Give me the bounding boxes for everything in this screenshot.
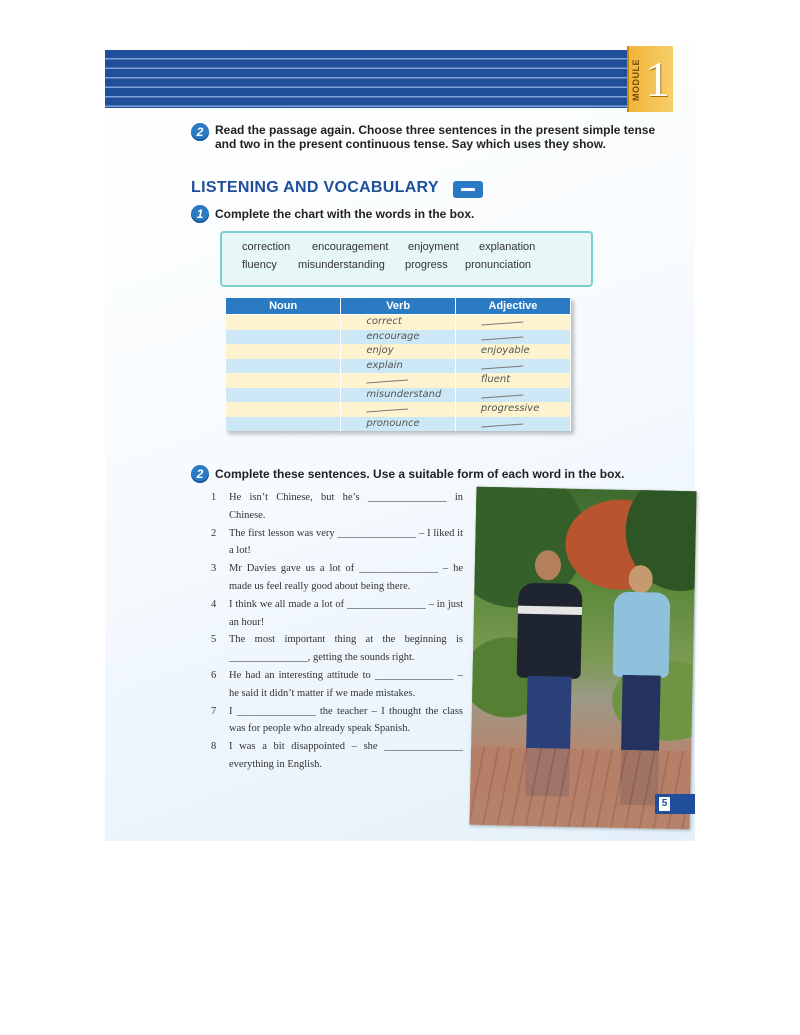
chart-word: fluent xyxy=(480,374,511,385)
chart-cell-noun[interactable] xyxy=(226,402,341,417)
word-box xyxy=(220,231,593,287)
sentence-item xyxy=(211,703,463,739)
chart-row xyxy=(226,315,571,330)
chart-word: correct xyxy=(366,316,402,327)
answer-blank xyxy=(481,314,524,326)
chart-cell-adjective[interactable] xyxy=(455,388,570,403)
chart-cell-adjective[interactable] xyxy=(455,330,570,345)
sentence-number: 4 xyxy=(211,598,217,610)
box-word: fluency xyxy=(242,259,277,271)
sentence-text: Mr Davies gave us a lot of _______________ – he made us feel really good about being there. xyxy=(229,563,463,592)
page-number: 5 xyxy=(659,797,670,811)
sentence-item xyxy=(211,560,463,596)
module-tab xyxy=(627,46,673,112)
chart-word: progressive xyxy=(480,403,540,414)
sentence-item xyxy=(211,489,463,525)
cassette-icon xyxy=(453,181,483,198)
task-number-badge: 1 xyxy=(191,205,209,223)
sentence-number: 3 xyxy=(211,563,217,575)
chart-cell-noun[interactable] xyxy=(226,330,341,345)
chart-cell-verb[interactable] xyxy=(341,417,456,432)
box-word: correction xyxy=(242,241,291,253)
chart-word: pronounce xyxy=(366,417,420,429)
sentence-text: The first lesson was very _______________ – I liked it a lot! xyxy=(229,527,463,557)
answer-blank xyxy=(481,357,524,369)
person-sweater xyxy=(613,592,671,678)
box-word: enjoyment xyxy=(408,241,459,253)
sentence-number: 2 xyxy=(211,527,217,539)
sentence-item xyxy=(211,631,463,667)
box-word: progress xyxy=(405,259,448,271)
sentence-text: The most important thing at the beginning is _______________, getting the sounds right. xyxy=(229,634,463,664)
header-banner xyxy=(105,50,627,108)
person-sweater xyxy=(517,583,583,679)
sentence-text: I was a bit disappointed – she _______________ everything in English. xyxy=(229,741,463,770)
module-number: 1 xyxy=(645,51,670,107)
sentence-number: 6 xyxy=(211,669,217,681)
column-header-verb: Verb xyxy=(341,298,456,315)
answer-blank xyxy=(366,401,409,413)
chart-row xyxy=(226,359,571,374)
chart-cell-adjective[interactable] xyxy=(455,373,570,388)
chart-cell-noun[interactable] xyxy=(226,359,341,374)
chart-word: enjoy xyxy=(366,345,394,356)
sentence-text: He had an interesting attitude to _______________ – he said it didn’t matter if we made mistakes. xyxy=(229,669,463,699)
box-word: misunderstanding xyxy=(298,259,385,271)
task-instruction: Complete the chart with the words in the box. xyxy=(215,207,475,221)
answer-blank xyxy=(481,386,524,398)
chart-word: enjoyable xyxy=(480,345,530,356)
chart-cell-noun[interactable] xyxy=(226,388,341,403)
chart-cell-noun[interactable] xyxy=(226,315,341,330)
chart-cell-noun[interactable] xyxy=(226,417,341,432)
chart-cell-verb[interactable] xyxy=(341,330,456,345)
chart-cell-adjective[interactable] xyxy=(455,315,570,330)
column-header-noun: Noun xyxy=(226,298,341,315)
chart-word: misunderstand xyxy=(366,388,442,400)
instruction-line: Read the passage again. Choose three sentences in the present simple tense xyxy=(215,123,656,137)
chart-word: explain xyxy=(366,359,403,371)
sentence-item xyxy=(211,738,463,774)
sentence-number: 8 xyxy=(211,741,217,753)
box-word: explanation xyxy=(479,241,536,253)
word-chart xyxy=(225,297,571,431)
box-word: pronunciation xyxy=(465,259,532,271)
chart-cell-adjective[interactable] xyxy=(455,417,570,432)
chart-row xyxy=(226,388,571,403)
chart-cell-verb[interactable] xyxy=(341,344,456,359)
answer-blank xyxy=(481,415,524,427)
person-head xyxy=(628,565,653,593)
chart-word: encourage xyxy=(366,330,420,342)
chart-row xyxy=(226,402,571,417)
sentence-item xyxy=(211,525,463,561)
chart-cell-adjective[interactable] xyxy=(455,344,570,359)
chart-row xyxy=(226,344,571,359)
instruction-line: and two in the present continuous tense. Say which uses they show. xyxy=(215,137,606,151)
textbook-page xyxy=(105,46,695,841)
sentence-number: 1 xyxy=(211,492,217,503)
students-photo xyxy=(469,487,696,830)
sentence-text: He isn’t Chinese, but he’s _______________ in Chinese. xyxy=(229,492,463,521)
sentence-list xyxy=(211,489,463,774)
sentence-text: I _______________ the teacher – I thought the class was for people who already speak Spanish. xyxy=(229,705,463,735)
section-heading: LISTENING AND VOCABULARY xyxy=(191,179,439,196)
column-header-adjective: Adjective xyxy=(455,298,570,315)
chart-cell-adjective[interactable] xyxy=(455,402,570,417)
sentence-number: 5 xyxy=(211,634,217,646)
sentence-number: 7 xyxy=(211,705,217,717)
chart-row xyxy=(226,417,571,432)
box-word: encouragement xyxy=(312,241,389,253)
module-label: MODULE xyxy=(631,59,641,101)
chart-cell-verb[interactable] xyxy=(341,373,456,388)
chart-row xyxy=(226,330,571,345)
page-number-tab xyxy=(655,794,695,814)
task-instruction: Complete these sentences. Use a suitable form of each word in the box. xyxy=(215,467,625,481)
sentence-item xyxy=(211,667,463,703)
answer-blank xyxy=(481,328,524,340)
answer-blank xyxy=(366,372,409,384)
chart-cell-verb[interactable] xyxy=(341,315,456,330)
sentence-text: I think we all made a lot of _______________ – in just an hour! xyxy=(229,598,463,628)
sentence-item xyxy=(211,596,463,632)
chart-cell-noun[interactable] xyxy=(226,344,341,359)
chart-cell-verb[interactable] xyxy=(341,359,456,374)
chart-cell-verb[interactable] xyxy=(341,402,456,417)
task-number-badge: 2 xyxy=(191,465,209,483)
chart-cell-noun[interactable] xyxy=(226,373,341,388)
chart-cell-adjective[interactable] xyxy=(455,359,570,374)
chart-row xyxy=(226,373,571,388)
task-instruction xyxy=(215,123,655,151)
task-number-badge: 2 xyxy=(191,123,209,141)
chart-cell-verb[interactable] xyxy=(341,388,456,403)
